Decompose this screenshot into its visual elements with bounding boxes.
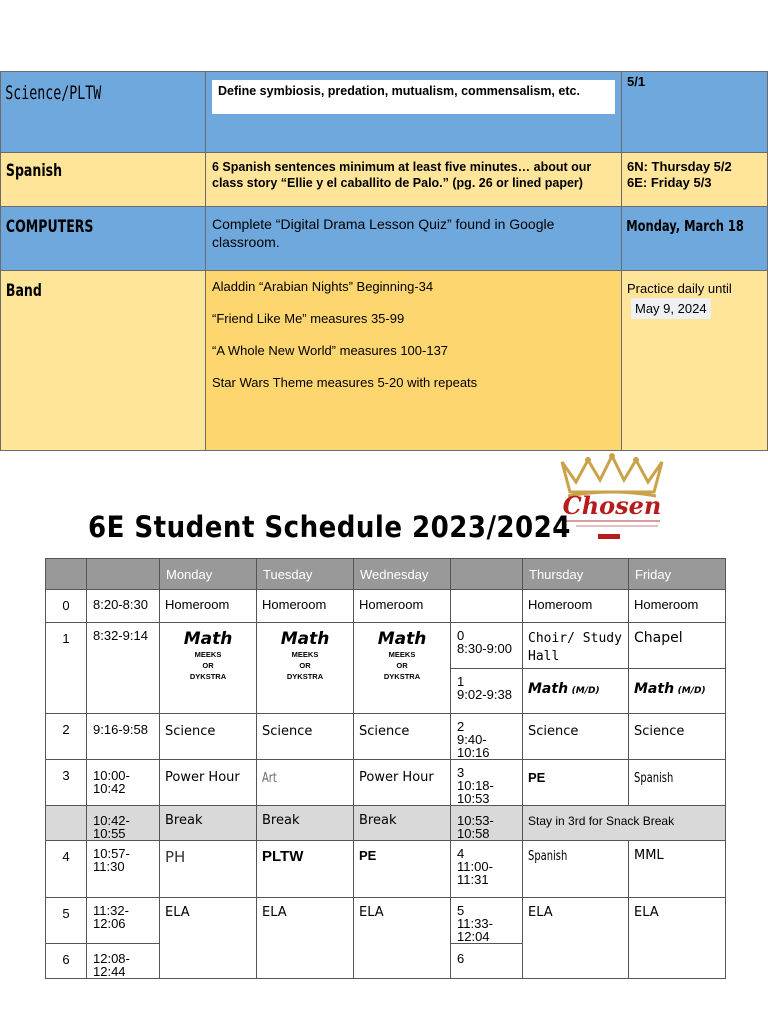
alt-period-time: 10:18-10:53 xyxy=(457,778,494,806)
math-md-note: (M/D) xyxy=(677,686,706,696)
period-number: 5 xyxy=(46,898,87,944)
tuesday-class: Science xyxy=(257,714,354,760)
due-text xyxy=(622,153,767,197)
due-cell xyxy=(622,72,768,153)
header-tuesday: Tuesday xyxy=(257,559,354,590)
period-time: 11:32-12:06 xyxy=(87,898,160,944)
schedule-row-2 xyxy=(46,714,726,760)
art-label: Art xyxy=(262,771,277,786)
schedule-row-5 xyxy=(46,898,726,944)
band-task-4: Star Wars Theme measures 5-20 with repeats xyxy=(212,375,478,390)
alt-time-cell xyxy=(451,623,523,669)
spanish-label: Spanish xyxy=(528,849,568,864)
thursday-class: Homeroom xyxy=(523,590,629,623)
alt-period-number: 3 xyxy=(457,765,465,780)
subject-cell xyxy=(1,72,206,153)
schedule-row-break xyxy=(46,806,726,841)
math-teacher-1: MEEKS xyxy=(388,650,416,659)
task-cell xyxy=(206,207,622,271)
due-cell xyxy=(622,207,768,271)
header-wednesday: Wednesday xyxy=(354,559,451,590)
period-number xyxy=(46,806,87,841)
header-monday: Monday xyxy=(160,559,257,590)
band-task-3: “A Whole New World” measures 100-137 xyxy=(212,343,449,358)
alt-period-time: 9:02-9:38 xyxy=(457,687,512,702)
wednesday-class: PE xyxy=(354,841,451,898)
thursday-class xyxy=(523,841,629,898)
thursday-friday-break: Stay in 3rd for Snack Break xyxy=(523,806,726,841)
thursday-class: PE xyxy=(523,760,629,806)
math-teacher-2: DYKSTRA xyxy=(189,672,227,681)
monday-class: Homeroom xyxy=(160,590,257,623)
math-label: Math xyxy=(280,629,330,649)
alt-time-cell xyxy=(451,669,523,714)
chosen-logo xyxy=(554,452,670,544)
friday-class: Homeroom xyxy=(629,590,726,623)
schedule-row-0 xyxy=(46,590,726,623)
period-number: 0 xyxy=(46,590,87,623)
task-text: Define symbiosis, predation, mutualism, commensalism, etc. xyxy=(212,80,615,114)
due-cell xyxy=(622,153,768,207)
monday-class: ELA xyxy=(160,898,257,979)
crown-icon xyxy=(554,452,670,544)
thursday-class: ELA xyxy=(523,898,629,979)
monday-class xyxy=(160,623,257,714)
task-text: 6 Spanish sentences minimum at least five minutes… about our class story “Ellie y el caballito de Palo.” (pg. 26 or lined paper) xyxy=(212,160,592,190)
assignment-table xyxy=(0,71,768,451)
alt-time-cell: 6 xyxy=(451,944,523,979)
friday-class: Chapel xyxy=(629,623,726,669)
math-md-note: (M/D) xyxy=(571,686,600,696)
schedule-title: 6E Student Schedule 2023/2024 xyxy=(88,510,571,544)
math-teacher-or: OR xyxy=(299,661,311,670)
assignment-row-spanish xyxy=(1,153,768,207)
monday-class: PH xyxy=(160,841,257,898)
math-label: Math xyxy=(634,681,675,697)
tuesday-class: Break xyxy=(257,806,354,841)
monday-class: Break xyxy=(160,806,257,841)
alt-period-time: 9:40-10:16 xyxy=(457,732,490,760)
due-line-1: 6N: Thursday 5/2 xyxy=(627,159,732,174)
math-teacher-2: DYKSTRA xyxy=(286,672,324,681)
subject-cell xyxy=(1,153,206,207)
wednesday-class: Homeroom xyxy=(354,590,451,623)
wednesday-class: Power Hour xyxy=(354,760,451,806)
header-thursday: Thursday xyxy=(523,559,629,590)
period-number: 1 xyxy=(46,623,87,714)
task-cell xyxy=(206,153,622,207)
due-line-2: 6E: Friday 5/3 xyxy=(627,175,712,190)
math-label: Math xyxy=(528,681,569,697)
friday-class: ELA xyxy=(629,898,726,979)
math-teacher-or: OR xyxy=(202,661,214,670)
alt-period-number: 0 xyxy=(457,628,465,643)
period-number: 4 xyxy=(46,841,87,898)
due-text: Monday, March 18 xyxy=(626,217,744,235)
alt-period-number: 2 xyxy=(457,719,465,734)
tuesday-class xyxy=(257,623,354,714)
wednesday-class: Science xyxy=(354,714,451,760)
alt-period-time: 8:30-9:00 xyxy=(457,641,512,656)
header-friday: Friday xyxy=(629,559,726,590)
math-teacher-1: MEEKS xyxy=(291,650,319,659)
math-teacher-or: OR xyxy=(396,661,408,670)
schedule-row-4 xyxy=(46,841,726,898)
math-label: Math xyxy=(183,629,233,649)
subject-label: COMPUTERS xyxy=(5,217,94,237)
alt-period-time: 11:00-11:31 xyxy=(457,859,493,887)
logo-text: Chosen xyxy=(562,491,662,520)
alt-period-number: 4 xyxy=(457,846,465,861)
tuesday-class: Homeroom xyxy=(257,590,354,623)
due-line-1: Practice daily until xyxy=(627,281,732,296)
wednesday-class xyxy=(354,623,451,714)
subject-cell xyxy=(1,207,206,271)
thursday-class xyxy=(523,669,629,714)
assignment-row-band xyxy=(1,271,768,451)
tuesday-class: ELA xyxy=(257,898,354,979)
due-text: 5/1 xyxy=(627,74,646,89)
header-cell xyxy=(46,559,87,590)
period-time: 8:32-9:14 xyxy=(87,623,160,714)
period-time: 10:00-10:42 xyxy=(87,760,160,806)
band-task-2: “Friend Like Me” measures 35-99 xyxy=(212,311,405,326)
alt-period-time: 11:33-12:04 xyxy=(457,916,493,944)
alt-time-cell xyxy=(451,841,523,898)
due-text xyxy=(622,271,767,325)
math-teacher-1: MEEKS xyxy=(194,650,222,659)
tuesday-class xyxy=(257,760,354,806)
task-cell xyxy=(206,72,622,153)
schedule-row-1a xyxy=(46,623,726,669)
task-cell xyxy=(206,271,622,451)
monday-class: Power Hour xyxy=(160,760,257,806)
wednesday-class: Break xyxy=(354,806,451,841)
friday-class: MML xyxy=(629,841,726,898)
friday-class xyxy=(629,760,726,806)
subject-label: Band xyxy=(5,281,42,301)
tuesday-class: PLTW xyxy=(257,841,354,898)
alt-time-cell xyxy=(451,760,523,806)
assignment-row-computers xyxy=(1,207,768,271)
friday-class: Science xyxy=(629,714,726,760)
schedule-table xyxy=(45,558,726,979)
period-time: 8:20-8:30 xyxy=(87,590,160,623)
period-number: 6 xyxy=(46,944,87,979)
task-text: Complete “Digital Drama Lesson Quiz” found in Google classroom. xyxy=(212,216,555,250)
schedule-row-3 xyxy=(46,760,726,806)
period-time: 10:42-10:55 xyxy=(87,806,160,841)
spanish-label: Spanish xyxy=(634,771,674,786)
thursday-class: Science xyxy=(523,714,629,760)
alt-time-cell xyxy=(451,590,523,623)
subject-cell xyxy=(1,271,206,451)
period-number: 3 xyxy=(46,760,87,806)
period-time: 9:16-9:58 xyxy=(87,714,160,760)
period-number: 2 xyxy=(46,714,87,760)
wednesday-class: ELA xyxy=(354,898,451,979)
assignment-row-science xyxy=(1,72,768,153)
band-task-1: Aladdin “Arabian Nights” Beginning-34 xyxy=(212,279,434,294)
monday-class: Science xyxy=(160,714,257,760)
period-time: 12:08-12:44 xyxy=(87,944,160,979)
math-teacher-2: DYKSTRA xyxy=(383,672,421,681)
schedule-header-row xyxy=(46,559,726,590)
header-cell xyxy=(87,559,160,590)
alt-period-number: 1 xyxy=(457,674,465,689)
alt-period-number: 5 xyxy=(457,903,465,918)
subject-label: Science/PLTW xyxy=(5,82,102,104)
alt-time-cell xyxy=(451,714,523,760)
alt-time-cell xyxy=(451,898,523,944)
thursday-class: Choir/ Study Hall xyxy=(523,623,629,669)
math-label: Math xyxy=(377,629,427,649)
friday-class xyxy=(629,669,726,714)
subject-label: Spanish xyxy=(5,161,63,181)
period-time: 10:57-11:30 xyxy=(87,841,160,898)
header-cell xyxy=(451,559,523,590)
due-cell xyxy=(622,271,768,451)
due-date-chip: May 9, 2024 xyxy=(631,298,711,319)
alt-time-cell: 10:53-10:58 xyxy=(451,806,523,841)
